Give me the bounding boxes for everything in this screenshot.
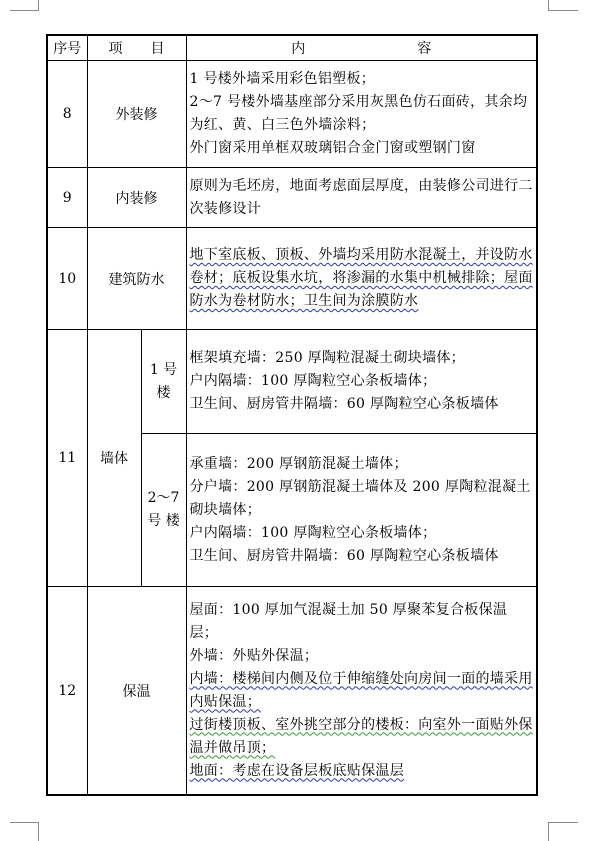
- row-11-sub-2-label: 2～7 号 楼: [141, 434, 186, 587]
- table-row-9: [47, 168, 537, 228]
- row-8-item: 外装修: [87, 61, 186, 168]
- spec-table: [46, 34, 538, 796]
- row-11-sub-2-line-4: 卫生间、厨房管井隔墙：60 厚陶粒空心条板墙体: [189, 547, 499, 564]
- row-12-item: 保温: [87, 587, 186, 796]
- row-11-sub-2-line-2: 分户墙：200 厚钢筋混凝土墙体及 200 厚陶粒混凝土砌块墙体；: [189, 478, 531, 518]
- row-8-line-3: 外门窗采用单框双玻璃铝合金门窗或塑钢门窗: [189, 140, 476, 156]
- row-8-line-2: 2～7 号楼外墙基座部分采用灰黑色仿石面砖，其余均为红、黄、白三色外墙涂料；: [189, 94, 528, 133]
- crop-mark-top-right-h: [548, 10, 578, 11]
- row-8-line-1: 1 号楼外墙采用彩色铝塑板；: [189, 71, 376, 87]
- row-11-sub-2-content: [186, 434, 537, 587]
- row-10-item: 建筑防水: [87, 228, 186, 330]
- row-10-line-1: 地下室底板、顶板、外墙均采用防水混凝土，并设防水卷材；底板设集水坑，将渗漏的水集中机械排除；屋面防水为卷材防水；卫生间为涂膜防水: [189, 247, 533, 309]
- row-9-line-1: 原则为毛坯房，地面考虑面层厚度，由装修公司进行二次装修设计: [189, 177, 533, 217]
- row-11-sub-1-content: [186, 330, 537, 434]
- header-no: 序号: [47, 35, 87, 61]
- row-12-line-4: 过街楼顶板、室外挑空部分的楼板：向室外一面贴外保温并做吊顶；: [189, 716, 533, 756]
- row-11-no: 11: [47, 330, 87, 587]
- table-row-11a: [47, 330, 537, 434]
- row-11-sub-1-line-2: 户内隔墙：100 厚陶粒空心条板墙体；: [189, 373, 437, 389]
- header-content: 内 容: [186, 35, 537, 61]
- row-10-content: [186, 228, 537, 330]
- row-11-sub-2-line-3: 户内隔墙：100 厚陶粒空心条板墙体；: [189, 524, 437, 541]
- row-12-line-1: 屋面：100 厚加气混凝土加 50 厚聚苯复合板保温层；: [189, 601, 508, 641]
- row-8-no: 8: [47, 61, 87, 168]
- row-9-no: 9: [47, 168, 87, 228]
- table-row-12: [47, 587, 537, 796]
- crop-mark-bottom-right-h: [548, 822, 578, 823]
- row-11-sub-1-line-3: 卫生间、厨房管井隔墙：60 厚陶粒空心条板墙体: [189, 396, 499, 412]
- crop-mark-top-left-v: [38, 0, 39, 11]
- row-9-item: 内装修: [87, 168, 186, 228]
- row-12-line-5: 地面：考虑在设备层板底贴保温层: [189, 762, 404, 779]
- header-row: [47, 35, 537, 61]
- crop-mark-top-right-v: [548, 0, 549, 11]
- row-11-item: 墙体: [87, 330, 141, 587]
- row-11-sub-1-label: 1 号 楼: [141, 330, 186, 434]
- header-item: 项 目: [87, 35, 186, 61]
- row-12-content: [186, 587, 537, 796]
- row-11-sub-2-line-1: 承重墙：200 厚钢筋混凝土墙体；: [189, 455, 408, 472]
- row-12-no: 12: [47, 587, 87, 796]
- table-row-8: [47, 61, 537, 168]
- crop-mark-bottom-left-h: [10, 822, 38, 823]
- crop-mark-bottom-right-v: [548, 822, 549, 841]
- row-12-line-3: 内墙：楼梯间内侧及位于伸缩缝处向房间一面的墙采用内贴保温；: [189, 670, 533, 710]
- table-row-10: [47, 228, 537, 330]
- crop-mark-bottom-left-v: [38, 822, 39, 841]
- row-8-content: [186, 61, 537, 168]
- crop-mark-top-left-h: [10, 10, 38, 11]
- row-11-sub-1-line-1: 框架填充墙：250 厚陶粒混凝土砌块墙体；: [189, 350, 465, 366]
- row-10-no: 10: [47, 228, 87, 330]
- row-12-line-2: 外墙：外贴外保温；: [189, 647, 319, 664]
- row-9-content: [186, 168, 537, 228]
